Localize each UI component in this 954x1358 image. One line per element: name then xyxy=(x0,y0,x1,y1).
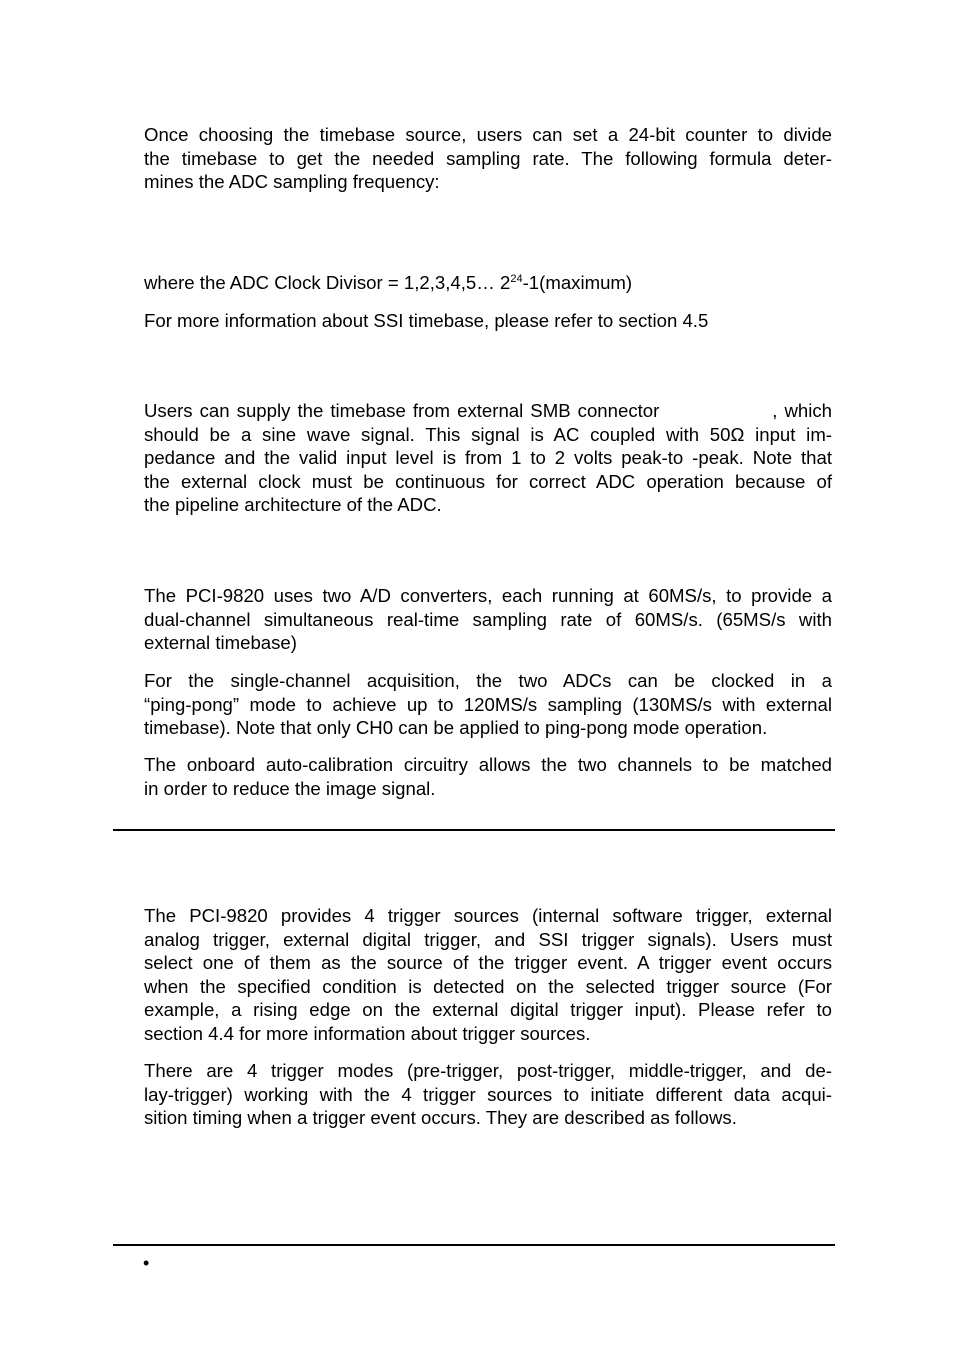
text-line: dual-channel simultaneous real-time sampling rate of 60MS/s. (65MS/s with xyxy=(144,608,832,630)
paragraph-ad-converters xyxy=(144,584,832,655)
paragraph-timebase-divisor xyxy=(144,123,832,194)
text-line: the timebase to get the needed sampling rate. The following formula deter- xyxy=(144,147,832,169)
paragraph-external-timebase xyxy=(144,399,832,517)
text-line: For more information about SSI timebase, please refer to section 4.5 xyxy=(144,310,709,331)
divisor-suffix: -1(maximum) xyxy=(522,272,633,293)
paragraph-auto-calibration xyxy=(144,753,832,800)
text-line xyxy=(144,271,832,295)
text-line: select one of them as the source of the trigger event. A trigger event occurs xyxy=(144,952,832,974)
text-line: section 4.4 for more information about trigger sources. xyxy=(144,1022,591,1044)
text-line: analog trigger, external digital trigger, and SSI trigger signals). Users must xyxy=(144,928,832,950)
paragraph-trigger-modes xyxy=(144,1059,832,1130)
text-line: The onboard auto-calibration circuitry allows the two channels to be matched xyxy=(144,754,832,775)
divisor-prefix: where the ADC Clock Divisor = 1,2,3,4,5… 2 xyxy=(144,272,511,293)
text-line: The PCI-9820 uses two A/D converters, each running at 60MS/s, to provide a xyxy=(144,585,832,606)
text-line: There are 4 trigger modes (pre-trigger, post-trigger, middle-trigger, and de- xyxy=(144,1060,832,1081)
paragraph-clock-divisor xyxy=(144,271,832,295)
text-line: For the single-channel acquisition, the two ADCs can be clocked in a xyxy=(144,670,832,691)
paragraph-ssi-reference xyxy=(144,309,832,333)
text-line: timebase). Note that only CH0 can be applied to ping-pong mode operation. xyxy=(144,717,768,739)
text-line: The PCI-9820 provides 4 trigger sources (internal software trigger, external xyxy=(144,905,832,926)
text-line: lay-trigger) working with the 4 trigger sources to initiate different data acqui- xyxy=(144,1083,832,1105)
text-line: the pipeline architecture of the ADC. xyxy=(144,494,442,516)
text-line: should be a sine wave signal. This signal is AC coupled with 50Ω input im- xyxy=(144,423,832,445)
text-line: Once choosing the timebase source, users can set a 24-bit counter to divide xyxy=(144,124,832,145)
text-line: in order to reduce the image signal. xyxy=(144,777,436,799)
text-line: example, a rising edge on the external digital trigger input). Please refer to xyxy=(144,999,832,1021)
text-line: Users can supply the timebase from external SMB connector , which xyxy=(144,400,832,421)
footer-divider xyxy=(113,1244,835,1246)
text-line: when the specified condition is detected on the selected trigger source (For xyxy=(144,975,832,997)
text-line: sition timing when a trigger event occurs. They are described as follows. xyxy=(144,1107,737,1129)
text-line: pedance and the valid input level is from 1 to 2 volts peak-to -peak. Note that xyxy=(144,447,832,469)
text-line: “ping-pong” mode to achieve up to 120MS/s sampling (130MS/s with external xyxy=(144,693,832,715)
text-line: external timebase) xyxy=(144,632,297,654)
text-line: the external clock must be continuous for correct ADC operation because of xyxy=(144,470,832,492)
footer-bullet: • xyxy=(143,1253,150,1273)
paragraph-ping-pong xyxy=(144,669,832,740)
divisor-exponent: 24 xyxy=(510,273,523,285)
section-divider xyxy=(113,829,835,831)
text-line: mines the ADC sampling frequency: xyxy=(144,171,440,193)
paragraph-trigger-sources xyxy=(144,904,832,1046)
